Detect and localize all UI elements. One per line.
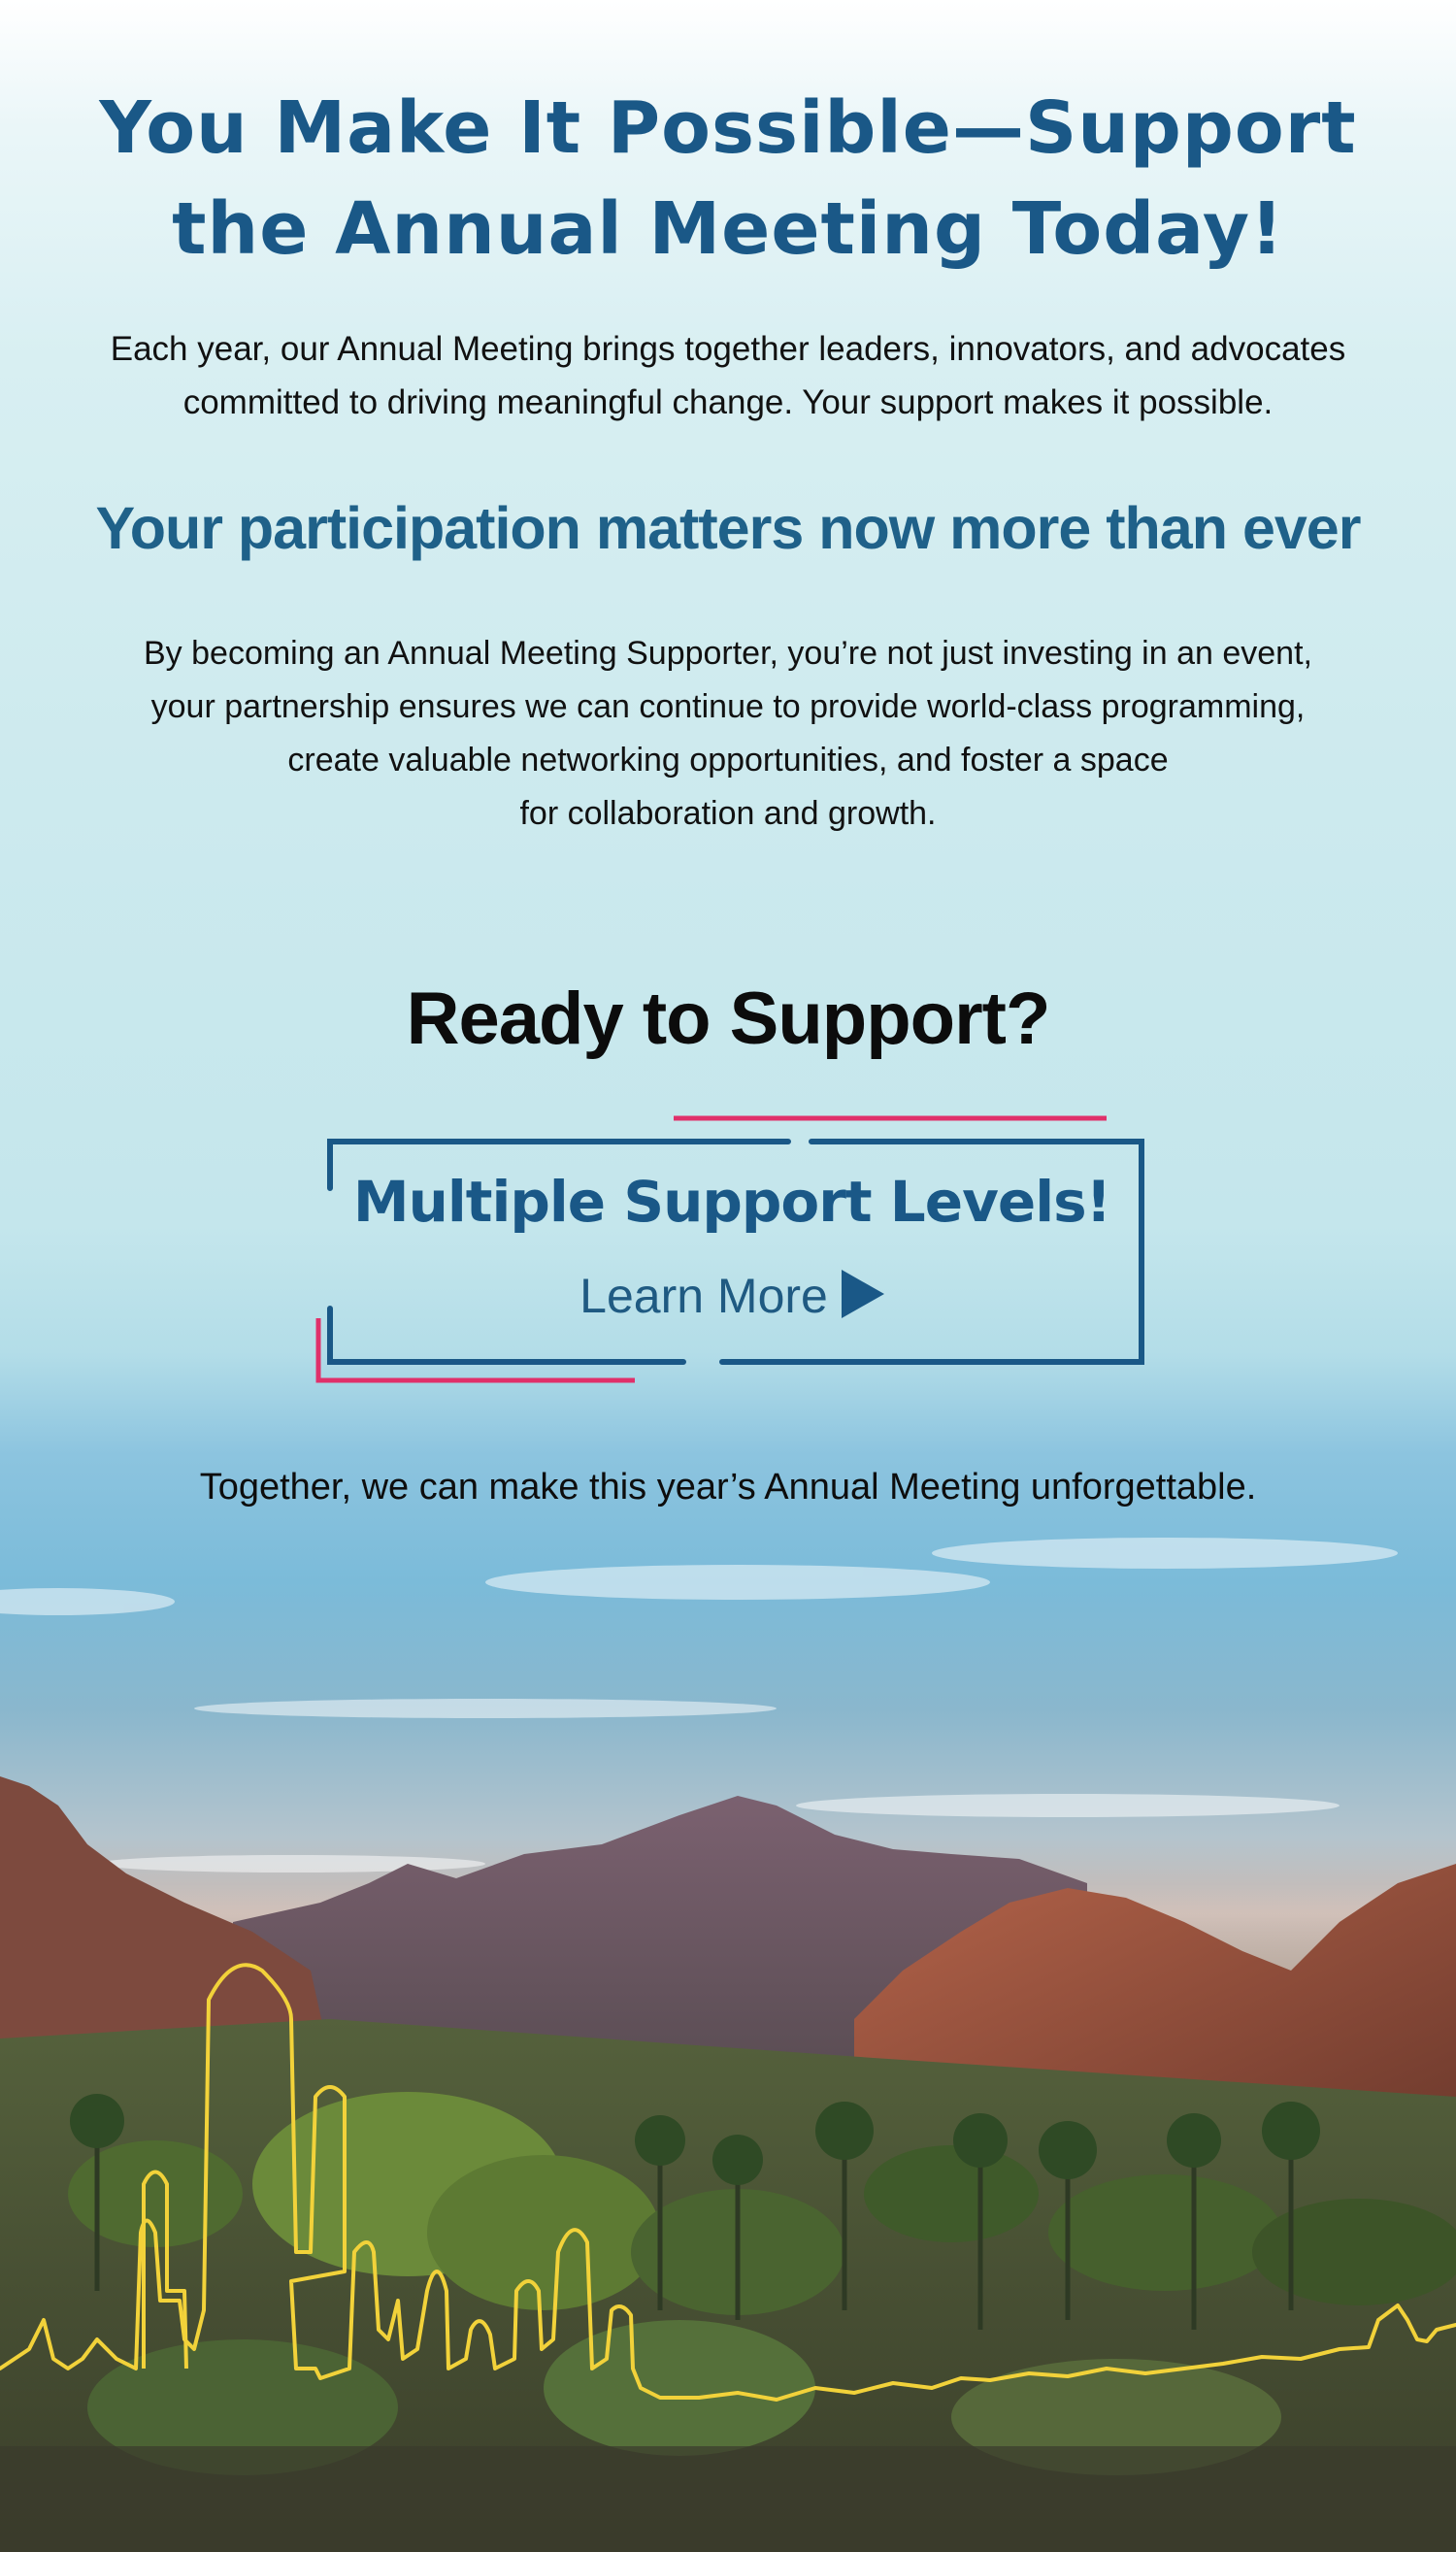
headline-line-1: You Make It Possible—Support <box>99 86 1357 170</box>
ready-to-support-heading: Ready to Support? <box>406 978 1050 1060</box>
headline-line-2: the Annual Meeting Today! <box>172 187 1284 271</box>
supporter-paragraph <box>126 627 1330 841</box>
support-levels-label: Multiple Support Levels! <box>352 1169 1111 1235</box>
body-line-2: your partnership ensures we can continue to provide world-class programming, <box>150 688 1306 725</box>
body-line-4: for collaboration and growth. <box>519 795 937 832</box>
desert-landscape-image <box>0 1514 1456 2552</box>
intro-line-2: committed to driving meaningful change. Your support makes it possible. <box>182 383 1274 421</box>
body-line-3: create valuable networking opportunities, and foster a space <box>287 742 1169 779</box>
learn-more-link[interactable] <box>314 1262 1149 1330</box>
body-line-1: By becoming an Annual Meeting Supporter, you’re not just investing in an event, <box>144 635 1312 672</box>
intro-line-1: Each year, our Annual Meeting brings together leaders, innovators, and advocates <box>110 330 1346 368</box>
cta-frame <box>314 1114 1149 1386</box>
closing-statement: Together, we can make this year’s Annual Meeting unforgettable. <box>199 1467 1257 1508</box>
learn-more-label: Learn More <box>579 1269 828 1323</box>
support-levels-button[interactable] <box>314 1114 1149 1386</box>
play-triangle-icon <box>842 1270 884 1318</box>
page-headline <box>0 78 1456 280</box>
participation-subhead: Your participation matters now more than ever <box>95 495 1361 561</box>
intro-paragraph <box>107 322 1349 429</box>
foreground-path <box>0 2446 1456 2552</box>
